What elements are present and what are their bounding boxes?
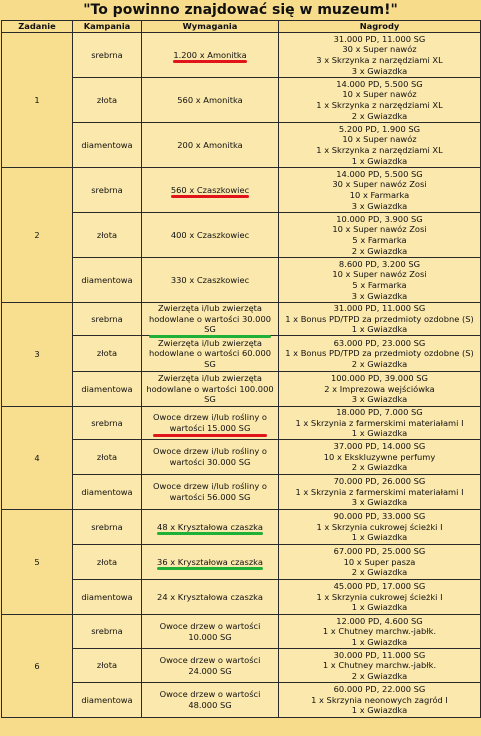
table-row: [2, 615, 481, 649]
table-row: [2, 545, 481, 580]
reward-line: 1 x Skrzynka z narzędziami XL: [316, 100, 443, 110]
reward-line: 3 x Gwiazdka: [351, 394, 408, 405]
rewards-cell: [279, 407, 481, 440]
reward-line: 1 x Skrzynia cukrowej ścieżki I: [316, 591, 443, 602]
header-nagrody: Nagrody: [279, 21, 481, 33]
requirement-line: SG: [204, 394, 216, 405]
reward-line: 45.000 PD, 17.000 SG: [333, 581, 426, 592]
table-row: [2, 683, 481, 718]
reward-line: 10 x Super nawóz: [342, 89, 417, 100]
requirement-line: Owoce drzew i/lub rośliny o: [153, 412, 267, 423]
reward-line: 2 x Gwiazdka: [351, 462, 408, 473]
requirement-text: [144, 275, 276, 286]
requirement-text: [149, 303, 271, 335]
campaign-cell: złota: [73, 336, 142, 372]
rewards-cell: [279, 510, 481, 545]
campaign-cell: diamentowa: [73, 372, 142, 407]
task-number: 5: [2, 510, 73, 615]
requirement-line: wartości 15.000 SG: [169, 423, 251, 433]
rewards-cell: [279, 545, 481, 580]
header-zadanie: Zadanie: [2, 21, 73, 33]
requirement-text: [144, 481, 276, 502]
requirement-line: SG: [204, 324, 216, 335]
quest-table: [1, 20, 481, 718]
task-number: 6: [2, 615, 73, 718]
task-number: 3: [2, 303, 73, 407]
requirement-cell: [142, 440, 279, 475]
rewards-cell: [279, 440, 481, 475]
requirement-line: Owoce drzew o wartości: [159, 689, 261, 700]
reward-line: 8.600 PD, 3.200 SG: [338, 258, 421, 269]
reward-line: 1 x Gwiazdka: [351, 155, 408, 166]
task-number: 2: [2, 168, 73, 303]
requirement-cell: [142, 258, 279, 303]
reward-line: 2 x Gwiazdka: [351, 245, 408, 256]
reward-line: 30 x Super nawóz: [342, 44, 417, 55]
requirement-text: [144, 338, 276, 370]
rewards-cell: [279, 168, 481, 213]
rewards-cell: [279, 615, 481, 649]
requirement-line: 330 x Czaszkowiec: [170, 274, 250, 285]
reward-line: 5 x Farmarka: [352, 235, 407, 245]
campaign-cell: złota: [73, 440, 142, 475]
rewards-cell: [279, 258, 481, 303]
campaign-cell: srebrna: [73, 303, 142, 336]
reward-line: 1 x Gwiazdka: [351, 705, 408, 716]
requirement-line: Zwierzęta i/lub zwierzęta: [157, 373, 263, 384]
header-kampania: Kampania: [73, 21, 142, 33]
reward-line: 1 x Bonus PD/TPD za przedmioty ozdobne (S): [285, 313, 474, 324]
table-row: [2, 33, 481, 78]
requirement-text: [144, 230, 276, 241]
requirement-line: Zwierzęta i/lub zwierzęta: [157, 303, 263, 314]
reward-line: 1 x Chutney marchw.-jabłk.: [322, 660, 437, 671]
task-number: 1: [2, 33, 73, 168]
campaign-cell: diamentowa: [73, 683, 142, 718]
requirement-cell: [142, 123, 279, 168]
table-row: [2, 336, 481, 372]
reward-line: 2 x Gwiazdka: [351, 358, 408, 369]
campaign-cell: srebrna: [73, 407, 142, 440]
reward-line: 70.000 PD, 26.000 SG: [333, 476, 426, 487]
reward-line: 31.000 PD, 11.000 SG: [333, 33, 426, 44]
requirement-line: 48 x Kryształowa czaszka: [157, 521, 263, 532]
reward-line: 30 x Super nawóz Zosi: [332, 179, 427, 190]
reward-line: 63.000 PD, 23.000 SG: [333, 337, 426, 348]
campaign-cell: złota: [73, 78, 142, 123]
reward-line: 90.000 PD, 33.000 SG: [333, 511, 426, 522]
requirement-cell: [142, 407, 279, 440]
reward-line: 10 x Super nawóz Zosi: [332, 224, 427, 235]
requirement-cell: [142, 683, 279, 718]
reward-line: 5.200 PD, 1.900 SG: [338, 123, 421, 134]
campaign-cell: diamentowa: [73, 258, 142, 303]
reward-line: 3 x Gwiazdka: [351, 200, 408, 211]
campaign-cell: złota: [73, 649, 142, 683]
requirement-line: hodowlane o wartości 100.000: [146, 383, 274, 394]
table-row: [2, 372, 481, 407]
requirement-line: 400 x Czaszkowiec: [170, 229, 250, 240]
campaign-cell: złota: [73, 545, 142, 580]
reward-line: 1 x Gwiazdka: [351, 602, 408, 613]
requirement-text: [157, 522, 263, 533]
requirement-cell: [142, 372, 279, 407]
reward-line: 1 x Bonus PD/TPD za przedmioty ozdobne (S): [285, 348, 474, 359]
table-row: [2, 213, 481, 258]
requirement-text: [144, 373, 276, 405]
rewards-cell: [279, 649, 481, 683]
page-title: "To powinno znajdować się w muzeum!": [83, 2, 398, 18]
requirement-line: 48.000 SG: [188, 700, 232, 710]
table-row: [2, 258, 481, 303]
rewards-cell: [279, 213, 481, 258]
reward-line: 10 x Farmarka: [349, 190, 410, 200]
rewards-cell: [279, 123, 481, 168]
requirement-line: 1.200 x Amonitka: [173, 49, 247, 60]
rewards-cell: [279, 33, 481, 78]
header-row: [2, 21, 481, 33]
requirement-cell: [142, 545, 279, 580]
requirement-line: Owoce drzew i/lub rośliny o: [153, 446, 267, 457]
reward-line: 18.000 PD, 7.000 SG: [336, 407, 423, 418]
requirement-line: 36 x Kryształowa czaszka: [157, 556, 263, 567]
reward-line: 30.000 PD, 11.000 SG: [333, 649, 426, 660]
rewards-cell: [279, 683, 481, 718]
reward-line: 1 x Skrzynia neonowych zagród I: [311, 694, 448, 705]
reward-line: 67.000 PD, 25.000 SG: [333, 546, 426, 557]
requirement-text: [144, 689, 276, 710]
reward-line: 2 x Gwiazdka: [351, 670, 408, 681]
rewards-cell: [279, 303, 481, 336]
table-row: [2, 78, 481, 123]
requirement-text: [171, 185, 249, 196]
requirement-line: wartości 56.000 SG: [169, 492, 251, 502]
requirement-line: 10.000 SG: [188, 631, 232, 642]
reward-line: 10.000 PD, 3.900 SG: [336, 213, 423, 224]
requirement-line: hodowlane o wartości 30.000: [148, 313, 272, 324]
table-row: [2, 649, 481, 683]
campaign-cell: diamentowa: [73, 475, 142, 510]
reward-line: 2 x Gwiazdka: [351, 110, 408, 121]
requirement-text: [173, 50, 246, 61]
reward-line: 14.000 PD, 5.500 SG: [336, 78, 423, 89]
reward-line: 1 x Gwiazdka: [351, 636, 408, 647]
campaign-cell: złota: [73, 213, 142, 258]
requirement-cell: [142, 580, 279, 615]
requirement-cell: [142, 475, 279, 510]
requirement-line: 24.000 SG: [188, 665, 232, 676]
table-row: [2, 303, 481, 336]
table-row: [2, 580, 481, 615]
reward-line: 3 x Gwiazdka: [351, 65, 408, 76]
requirement-text: [144, 446, 276, 467]
requirement-cell: [142, 78, 279, 123]
requirement-cell: [142, 213, 279, 258]
quest-table-body: [2, 33, 481, 718]
reward-line: 60.000 PD, 22.000 SG: [333, 684, 426, 695]
reward-line: 10 x Super nawóz Zosi: [332, 269, 427, 280]
reward-line: 37.000 PD, 14.000 SG: [333, 441, 426, 452]
requirement-cell: [142, 336, 279, 372]
requirement-line: Owoce drzew o wartości: [159, 620, 261, 631]
table-row: [2, 440, 481, 475]
rewards-cell: [279, 580, 481, 615]
reward-line: 1 x Skrzynka z narzędziami XL: [316, 145, 443, 155]
requirement-text: [144, 655, 276, 676]
campaign-cell: srebrna: [73, 615, 142, 649]
requirement-text: [144, 621, 276, 642]
reward-line: 2 x Imprezowa wejściówka: [324, 383, 435, 394]
reward-line: 12.000 PD, 4.600 SG: [336, 615, 423, 626]
reward-line: 10 x Ekskluzywne perfumy: [323, 451, 436, 462]
requirement-cell: [142, 33, 279, 78]
requirement-text: [144, 592, 276, 603]
reward-line: 2 x Gwiazdka: [351, 567, 408, 578]
requirement-cell: [142, 510, 279, 545]
reward-line: 1 x Gwiazdka: [351, 324, 408, 335]
requirement-text: [153, 412, 267, 433]
requirement-line: 560 x Amonitka: [177, 94, 243, 105]
reward-line: 1 x Chutney marchw.-jabłk.: [322, 626, 437, 637]
requirement-text: [144, 95, 276, 106]
reward-line: 10 x Super pasza: [343, 556, 416, 567]
reward-line: 1 x Gwiazdka: [351, 428, 408, 439]
requirement-line: wartości 30.000 SG: [169, 457, 251, 467]
reward-line: 3 x Gwiazdka: [351, 497, 408, 508]
requirement-cell: [142, 649, 279, 683]
reward-line: 31.000 PD, 11.000 SG: [333, 303, 426, 314]
requirement-line: Owoce drzew i/lub rośliny o: [153, 481, 267, 492]
header-wymagania: Wymagania: [142, 21, 279, 33]
requirement-text: [157, 557, 263, 568]
reward-line: 1 x Gwiazdka: [351, 532, 408, 543]
table-row: [2, 407, 481, 440]
campaign-cell: srebrna: [73, 168, 142, 213]
reward-line: 3 x Skrzynka z narzędziami XL: [316, 55, 443, 65]
reward-line: 10 x Super nawóz: [342, 134, 417, 145]
table-row: [2, 168, 481, 213]
campaign-cell: srebrna: [73, 510, 142, 545]
requirement-text: [144, 140, 276, 151]
requirement-line: 24 x Kryształowa czaszka: [157, 591, 263, 602]
reward-line: 100.000 PD, 39.000 SG: [331, 373, 428, 384]
reward-line: 14.000 PD, 5.500 SG: [336, 168, 423, 179]
table-row: [2, 475, 481, 510]
table-row: [2, 510, 481, 545]
requirement-cell: [142, 615, 279, 649]
requirement-line: Zwierzęta i/lub zwierzęta: [157, 337, 263, 348]
rewards-cell: [279, 78, 481, 123]
task-number: 4: [2, 407, 73, 510]
reward-line: 1 x Skrzynia z farmerskimi materiałami I: [295, 486, 464, 497]
requirement-cell: [142, 168, 279, 213]
campaign-cell: srebrna: [73, 33, 142, 78]
reward-line: 5 x Farmarka: [352, 280, 407, 290]
requirement-cell: [142, 303, 279, 336]
requirement-line: 560 x Czaszkowiec: [170, 184, 250, 195]
rewards-cell: [279, 336, 481, 372]
rewards-cell: [279, 372, 481, 407]
reward-line: 1 x Skrzynia z farmerskimi materiałami I: [295, 417, 464, 428]
requirement-line: SG: [204, 358, 216, 369]
campaign-cell: diamentowa: [73, 580, 142, 615]
reward-line: 3 x Gwiazdka: [351, 290, 408, 301]
campaign-cell: diamentowa: [73, 123, 142, 168]
reward-line: 1 x Skrzynia cukrowej ścieżki I: [316, 521, 443, 532]
requirement-line: 200 x Amonitka: [177, 139, 243, 150]
requirement-line: Owoce drzew o wartości: [159, 654, 261, 665]
rewards-cell: [279, 475, 481, 510]
table-row: [2, 123, 481, 168]
requirement-line: hodowlane o wartości 60.000: [148, 348, 272, 359]
